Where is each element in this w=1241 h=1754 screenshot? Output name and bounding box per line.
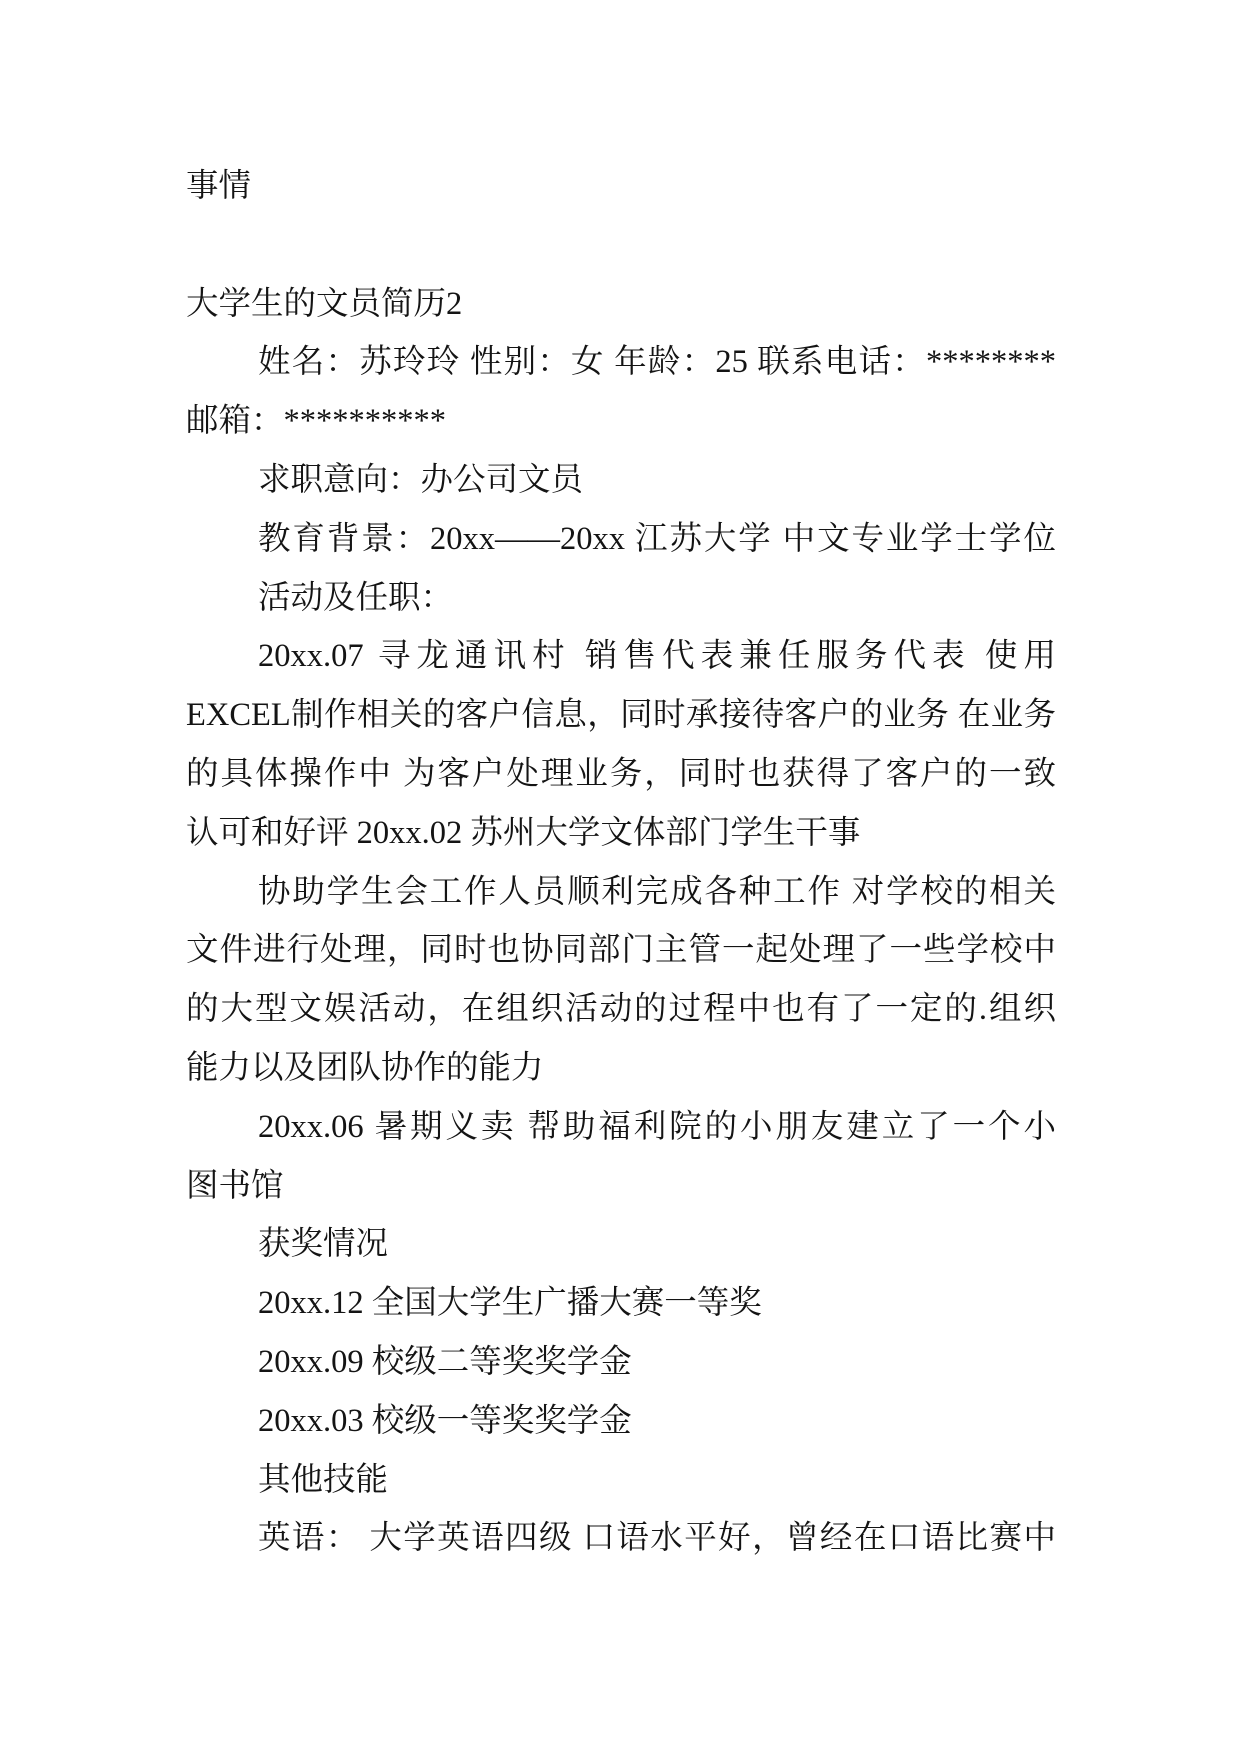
paragraph-line: 文件进行处理，同时也协同部门主管一起处理了一些学校中	[186, 932, 1056, 969]
activities-section	[186, 569, 1056, 1216]
skills-section	[186, 1451, 1056, 1569]
activity-paragraph	[186, 863, 1056, 1098]
personal-info-line: 姓名：苏玲玲 性别：女 年龄：25 联系电话：********	[258, 344, 1056, 381]
award-item: 20xx.03 校级一等奖奖学金	[258, 1402, 632, 1439]
paragraph-line: 的具体操作中 为客户处理业务，同时也获得了客户的一致	[186, 755, 1056, 792]
previous-section-tail: 事情	[186, 168, 252, 204]
awards-heading: 获奖情况	[258, 1226, 389, 1263]
paragraph-line: 20xx.06 暑期义卖 帮助福利院的小朋友建立了一个小	[258, 1108, 1056, 1145]
activity-paragraph	[186, 627, 1056, 862]
blank-line	[186, 216, 1056, 275]
paragraph-line: 图书馆	[186, 1167, 284, 1204]
activities-heading: 活动及任职：	[258, 579, 454, 616]
job-intention: 求职意向：办公司文员	[258, 461, 584, 498]
personal-info-line: 邮箱：**********	[186, 403, 447, 440]
paragraph-line: 认可和好评 20xx.02 苏州大学文体部门学生干事	[186, 814, 861, 851]
personal-info	[186, 333, 1056, 451]
awards-section	[186, 1215, 1056, 1450]
education-background: 教育背景：20xx——20xx 江苏大学 中文专业学士学位	[258, 520, 1056, 557]
paragraph-line: 协助学生会工作人员顺利完成各种工作 对学校的相关	[258, 873, 1056, 910]
document-body	[186, 157, 1056, 1568]
paragraph-line: 20xx.07 寻龙通讯村 销售代表兼任服务代表 使用	[258, 638, 1056, 675]
activity-paragraph	[186, 1098, 1056, 1216]
award-item: 20xx.09 校级二等奖奖学金	[258, 1343, 632, 1380]
award-item: 20xx.12 全国大学生广播大赛一等奖	[258, 1285, 762, 1322]
resume-title: 大学生的文员简历2	[186, 285, 463, 322]
skill-item: 英语： 大学英语四级 口语水平好，曾经在口语比赛中	[258, 1520, 1056, 1557]
paragraph-line: 能力以及团队协作的能力	[186, 1049, 544, 1086]
paragraph-line: 的大型文娱活动，在组织活动的过程中也有了一定的.组织	[186, 991, 1056, 1028]
paragraph-line: EXCEL制作相关的客户信息，同时承接待客户的业务 在业务	[186, 697, 1056, 734]
skills-heading: 其他技能	[258, 1461, 389, 1498]
